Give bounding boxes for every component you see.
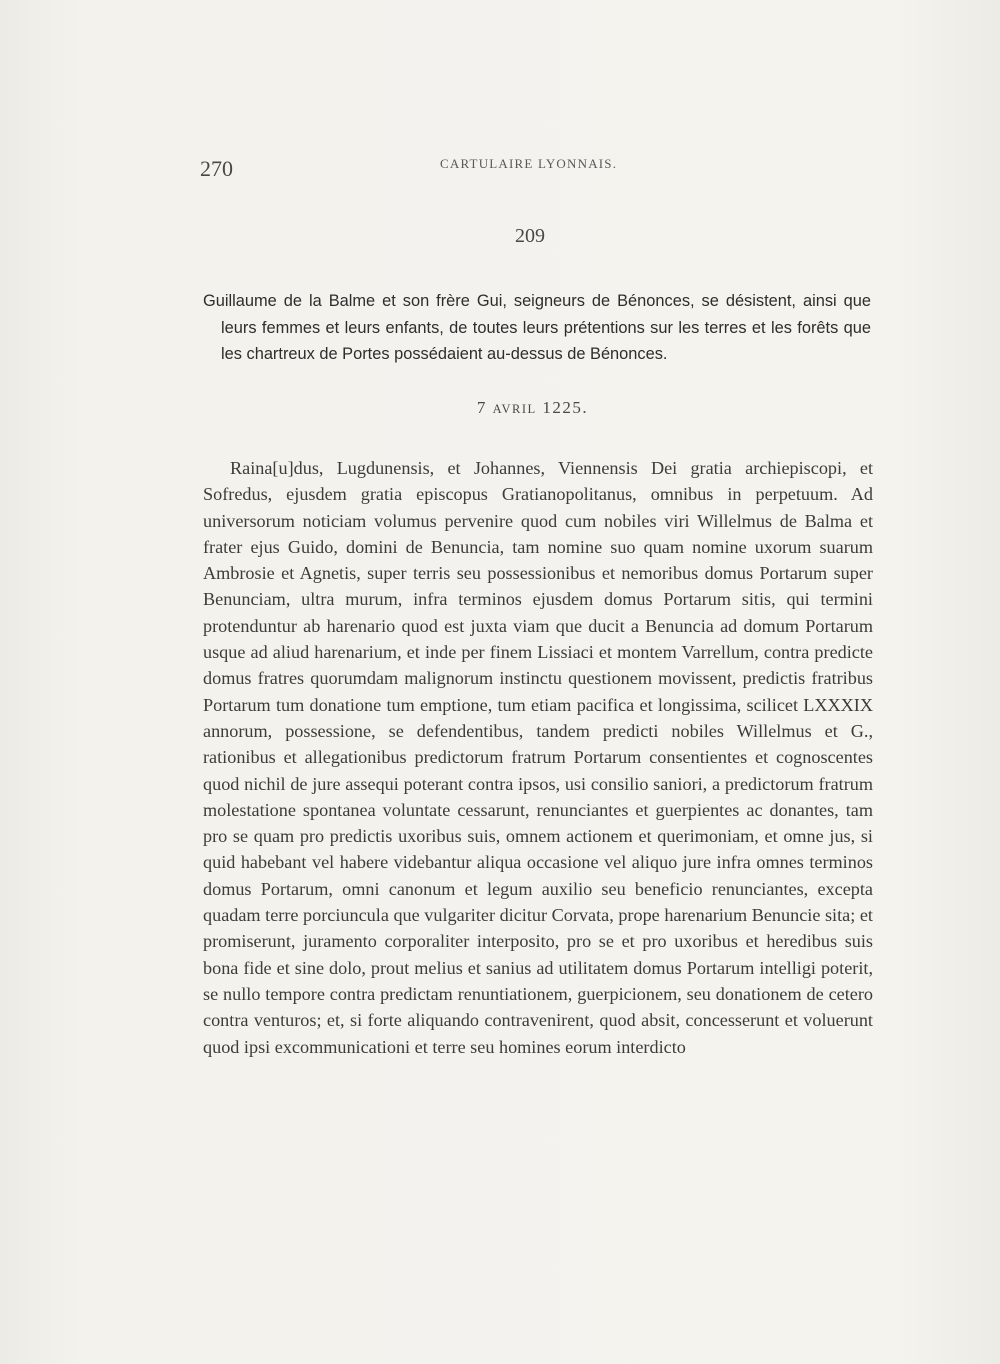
page-number: 270 (200, 156, 233, 181)
date-month: AVRIL (492, 402, 537, 416)
date-year: 1225. (542, 398, 589, 417)
charter-summary: Guillaume de la Balme et son frère Gui, seigneurs de Bénonces, se désistent, ainsi que leurs femmes et leurs enfants, de toutes leurs prétentions sur les terres et les forêts que les chartreux de Portes possédaient au-dessus de Bénonces. (203, 292, 871, 363)
running-title: CARTULAIRE LYONNAIS. (440, 156, 618, 171)
date-day: 7 (476, 398, 487, 417)
running-header (200, 150, 880, 180)
charter-number: 209 (515, 225, 545, 247)
charter-date (0, 398, 1000, 418)
charter-text: Raina[u]dus, Lugdunensis, et Johannes, Viennensis Dei gratia archiepiscopi, et Sofredus, ejusdem gratia episcopus Gratianopolitanus, omnibus in perpetuum. Ad universorum noticiam volumus pervenire quod cum nobiles viri Willelmus de Balma et frater ejus Guido, domini de Benuncia, tam nomine suo quam nomine uxorum suarum Ambrosie et Agnetis, super terris seu possessionibus et nemoribus domus Portarum super Benunciam, ultra murum, infra terminos ejusdem domus Portarum sitis, qui termini protenduntur ab harenario quod est juxta viam que ducit a Benuncia ad domum Portarum usque ad aliud harenarium, et inde per finem Lissiaci et montem Varrellum, contra predicte domus fratres quorumdam malignorum instinctu questionem movissent, predictis fratribus Portarum tum donatione tum emptione, tum etiam pacifica et longissima, scilicet LXXXIX annorum, possessione, se defendentibus, tandem predicti nobiles Willelmus et G., rationibus et allegationibus predictorum fratrum Portarum consentientes et cognoscentes quod nichil de jure assequi poterant contra ipsos, usi consilio saniori, a predictorum fratrum molestatione spontanea voluntate cessarunt, renunciantes et guerpientes ac donantes, tam pro se quam pro predictis uxoribus suis, omnem actionem et querimoniam, et omne jus, si quid habebant vel habere videbantur aliqua occasione vel aliquo jure infra omnes terminos domus Portarum, omni canonum et legum auxilio seu beneficio renunciantes, excepta quadam terre porciuncula que vulgariter dicitur Corvata, prope harenarium Benuncie sita; et promiserunt, juramento corporaliter interposito, pro se et pro uxoribus et heredibus suis bona fide et sine dolo, prout melius et sanius ad utilitatem domus Portarum intelligi poterit, se nullo tempore contra predictam renuntiationem, guerpicionem, seu donationem de cetero contra venturos; et, si forte aliquando contravenirent, quod absit, concesserunt et voluerunt quod ipsi excommunicationi et terre seu homines eorum interdicto (203, 458, 873, 1057)
